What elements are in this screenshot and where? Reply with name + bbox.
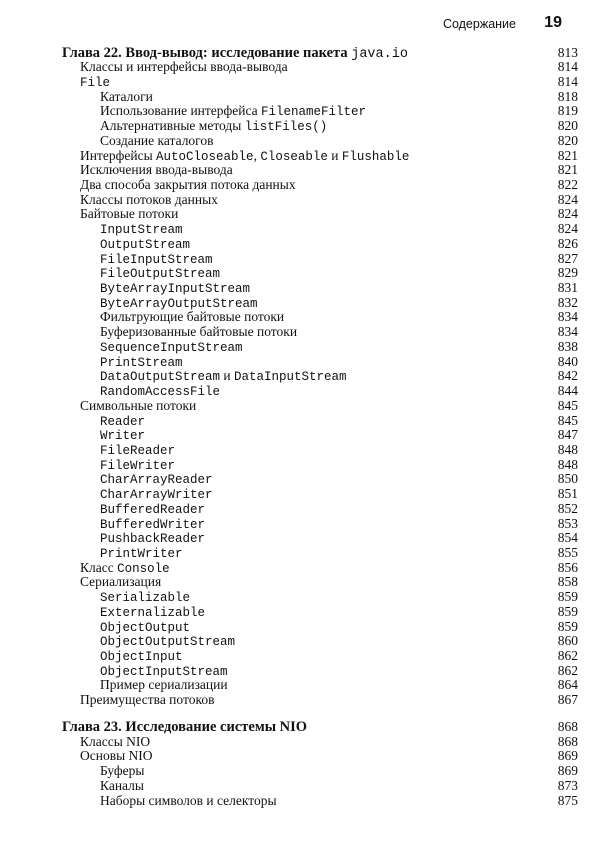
- toc-entry[interactable]: [0, 413, 604, 429]
- code-term: DataOutputStream: [100, 370, 221, 385]
- toc-entry-title: [80, 192, 218, 208]
- toc-entry[interactable]: [0, 501, 604, 517]
- toc-entry[interactable]: [0, 324, 604, 340]
- toc-entry[interactable]: [0, 177, 604, 193]
- toc-page-number: 827: [557, 250, 578, 266]
- toc-page-number: 844: [557, 383, 578, 399]
- title-text: Глава 22. Ввод-вывод: исследование пакета: [62, 44, 352, 61]
- toc-entry[interactable]: [0, 89, 604, 105]
- toc-page-number: 832: [557, 294, 578, 310]
- toc-page-number: 834: [557, 324, 578, 340]
- toc-entry-title: [80, 162, 233, 178]
- title-text: Два способа закрытия потока данных: [80, 176, 296, 192]
- code-term: CharArrayReader: [100, 473, 213, 488]
- code-term: ByteArrayOutputStream: [100, 296, 258, 311]
- code-term: DataInputStream: [234, 370, 347, 385]
- title-text: Буферизованные байтовые потоки: [100, 324, 298, 340]
- toc-entry[interactable]: [0, 692, 604, 708]
- toc-entry[interactable]: [0, 516, 604, 532]
- toc-entry-title: [80, 206, 178, 222]
- toc-page-number: 859: [557, 603, 578, 619]
- toc-entry[interactable]: [0, 604, 604, 620]
- toc-page-number: 829: [557, 265, 578, 281]
- title-text: Сериализация: [80, 574, 162, 590]
- toc-chapter-entry[interactable]: [0, 719, 604, 735]
- title-text: Основы NIO: [80, 748, 153, 764]
- toc-page-number: 862: [557, 662, 578, 678]
- code-term: Serializable: [100, 591, 191, 606]
- code-term: BufferedWriter: [100, 517, 206, 532]
- toc-page-number: 856: [557, 559, 578, 575]
- toc-page-number: 869: [557, 763, 578, 779]
- toc-entry-title: [80, 574, 161, 590]
- toc-entry-title: [100, 133, 214, 149]
- running-header-title: Содержание: [442, 17, 516, 31]
- title-text: Байтовые потоки: [80, 206, 179, 222]
- code-term: PushbackReader: [100, 532, 206, 547]
- toc-entry[interactable]: [0, 677, 604, 693]
- toc-entry[interactable]: [0, 118, 604, 134]
- code-term: OutputStream: [100, 237, 191, 252]
- toc-entry-title: [100, 677, 228, 693]
- title-text: Пример сериализации: [100, 677, 228, 693]
- code-term: Console: [117, 561, 170, 576]
- toc-page-number: 859: [557, 618, 578, 634]
- toc-entry[interactable]: [0, 192, 604, 208]
- toc-entry-title: [100, 793, 277, 809]
- toc-page-number: 842: [557, 368, 578, 384]
- toc-entry[interactable]: [0, 763, 604, 779]
- toc-entry-title: [80, 59, 288, 75]
- code-term: PrintStream: [100, 355, 183, 370]
- toc-entry[interactable]: [0, 354, 604, 370]
- toc-page-number: 860: [557, 633, 578, 649]
- toc-page-number: 854: [557, 530, 578, 546]
- toc-page-number: 822: [557, 176, 578, 192]
- toc-page-number: 875: [557, 792, 578, 808]
- toc-entry[interactable]: [0, 545, 604, 561]
- code-term: AutoCloseable: [156, 149, 254, 164]
- code-term: SequenceInputStream: [100, 340, 243, 355]
- code-term: Flushable: [341, 149, 410, 164]
- code-term: CharArrayWriter: [100, 488, 213, 503]
- toc-entry[interactable]: [0, 265, 604, 281]
- toc-entry[interactable]: [0, 133, 604, 149]
- code-term: PrintWriter: [100, 546, 183, 561]
- title-text: и: [327, 147, 342, 163]
- toc-page-number: 848: [557, 456, 578, 472]
- toc-page-number: 859: [557, 589, 578, 605]
- toc-entry[interactable]: [0, 734, 604, 750]
- code-term: Reader: [100, 414, 146, 429]
- toc-entry[interactable]: [0, 633, 604, 649]
- toc-page-number: 826: [557, 235, 578, 251]
- toc-entry-title: [100, 763, 144, 779]
- toc-entry[interactable]: [0, 383, 604, 399]
- toc-entry[interactable]: [0, 560, 604, 576]
- code-term: FileReader: [100, 443, 176, 458]
- toc-page-number: 824: [557, 206, 578, 222]
- title-text: Классы и интерфейсы ввода-вывода: [80, 59, 288, 75]
- toc-entry-title: [80, 398, 196, 414]
- toc-entry[interactable]: [0, 574, 604, 590]
- toc-entry-title: [100, 324, 297, 340]
- toc-page-number: 850: [557, 471, 578, 487]
- code-term: ObjectOutput: [100, 620, 191, 635]
- page-number: 19: [544, 14, 562, 31]
- toc-entry[interactable]: [0, 280, 604, 296]
- toc-entry[interactable]: [0, 339, 604, 355]
- toc-page-number: 820: [557, 118, 578, 134]
- toc-page-number: 868: [557, 733, 578, 749]
- code-term: FileInputStream: [100, 252, 213, 267]
- toc-page-number: 845: [557, 412, 578, 428]
- code-term: FileOutputStream: [100, 267, 221, 282]
- toc-entry[interactable]: [0, 427, 604, 443]
- toc-entry[interactable]: [0, 148, 604, 164]
- code-term: ObjectInputStream: [100, 664, 228, 679]
- code-term: FileWriter: [100, 458, 176, 473]
- toc-entry[interactable]: [0, 295, 604, 311]
- code-term: FilenameFilter: [261, 105, 367, 120]
- toc-page-number: 824: [557, 221, 578, 237]
- toc-entry[interactable]: [0, 778, 604, 794]
- title-text: Класс: [80, 559, 118, 575]
- toc-entry[interactable]: [0, 648, 604, 664]
- toc-page-number: 821: [557, 162, 578, 178]
- code-term: ByteArrayInputStream: [100, 282, 251, 297]
- toc-entry[interactable]: [0, 368, 604, 384]
- toc-page-number: 864: [557, 677, 578, 693]
- title-text: Создание каталогов: [100, 132, 214, 148]
- toc-page-number: 818: [557, 88, 578, 104]
- title-text: Символьные потоки: [80, 397, 197, 413]
- toc-page-number: 813: [557, 44, 578, 60]
- toc-page-number: 834: [557, 309, 578, 325]
- toc-entry[interactable]: [0, 103, 604, 119]
- toc-page-number: 853: [557, 515, 578, 531]
- toc-page-number: 855: [557, 544, 578, 560]
- code-term: ObjectOutputStream: [100, 635, 236, 650]
- toc-entry-title: [100, 89, 153, 105]
- toc-page-number: 814: [557, 73, 578, 89]
- title-text: Классы NIO: [80, 733, 151, 749]
- toc-entry-title: [100, 778, 144, 794]
- toc-entry[interactable]: [0, 486, 604, 502]
- toc-page-number: 868: [557, 718, 578, 734]
- toc-page-number: 847: [557, 427, 578, 443]
- toc-entry[interactable]: [0, 251, 604, 267]
- toc-page-number: 814: [557, 59, 578, 75]
- title-text: Исключения ввода-вывода: [80, 162, 233, 178]
- toc-entry[interactable]: [0, 221, 604, 237]
- toc-entry-title: [80, 748, 153, 764]
- toc-entry[interactable]: [0, 236, 604, 252]
- toc-entry[interactable]: [0, 59, 604, 75]
- toc-page-number: 838: [557, 338, 578, 354]
- code-term: Externalizable: [100, 605, 206, 620]
- code-term: Closeable: [260, 149, 328, 164]
- title-text: Преимущества потоков: [80, 692, 215, 708]
- toc-entry-title: [80, 177, 296, 193]
- toc-entry[interactable]: [0, 398, 604, 414]
- toc-page-number: 820: [557, 132, 578, 148]
- title-text: Каталоги: [100, 88, 153, 104]
- toc-page-number: 819: [557, 103, 578, 119]
- toc-page-number: 862: [557, 648, 578, 664]
- toc-entry-title: [62, 719, 307, 735]
- toc-entry[interactable]: [0, 793, 604, 809]
- title-text: и: [220, 368, 235, 384]
- toc-entry[interactable]: [0, 442, 604, 458]
- toc-entry-title: [100, 309, 284, 325]
- code-term: BufferedReader: [100, 502, 206, 517]
- toc-page-number: 867: [557, 692, 578, 708]
- code-term: java.io: [351, 46, 408, 62]
- toc-entry-title: [80, 734, 150, 750]
- code-term: Writer: [100, 429, 146, 444]
- toc-entry[interactable]: [0, 471, 604, 487]
- toc-page-number: 831: [557, 280, 578, 296]
- title-text: Классы потоков данных: [80, 191, 218, 207]
- toc-page-number: 848: [557, 441, 578, 457]
- toc-page-number: 851: [557, 486, 578, 502]
- code-term: InputStream: [100, 223, 183, 238]
- toc-entry[interactable]: [0, 74, 604, 90]
- toc-page-number: 845: [557, 397, 578, 413]
- toc-page-number: 821: [557, 147, 578, 163]
- code-term: RandomAccessFile: [100, 385, 221, 400]
- title-text: Глава 23. Исследование системы NIO: [62, 718, 308, 735]
- toc-entry[interactable]: [0, 457, 604, 473]
- title-text: Каналы: [100, 777, 144, 793]
- code-term: listFiles(): [244, 120, 328, 135]
- toc-page-number: 840: [557, 353, 578, 369]
- toc-entry[interactable]: [0, 589, 604, 605]
- title-text: Интерфейсы: [80, 147, 157, 163]
- code-term: ObjectInput: [100, 650, 183, 665]
- title-text: Фильтрующие байтовые потоки: [100, 309, 285, 325]
- title-text: Использование интерфейса: [100, 103, 262, 119]
- title-text: Наборы символов и селекторы: [100, 792, 277, 808]
- toc-entry[interactable]: [0, 309, 604, 325]
- toc-entry[interactable]: [0, 162, 604, 178]
- toc-entry[interactable]: [0, 530, 604, 546]
- toc-entry[interactable]: [0, 619, 604, 635]
- toc-page-number: 824: [557, 191, 578, 207]
- title-text: Буферы: [100, 763, 145, 779]
- toc-page-number: 858: [557, 574, 578, 590]
- toc-page-number: 852: [557, 500, 578, 516]
- toc-page-number: 873: [557, 777, 578, 793]
- toc-chapter-entry[interactable]: [0, 45, 604, 61]
- toc-page-number: 869: [557, 748, 578, 764]
- toc-entry[interactable]: [0, 206, 604, 222]
- toc-entry[interactable]: [0, 663, 604, 679]
- title-text: ,: [253, 147, 261, 163]
- title-text: Альтернативные методы: [100, 118, 245, 134]
- toc-entry[interactable]: [0, 748, 604, 764]
- toc-entry-title: [80, 692, 214, 708]
- code-term: File: [80, 75, 111, 90]
